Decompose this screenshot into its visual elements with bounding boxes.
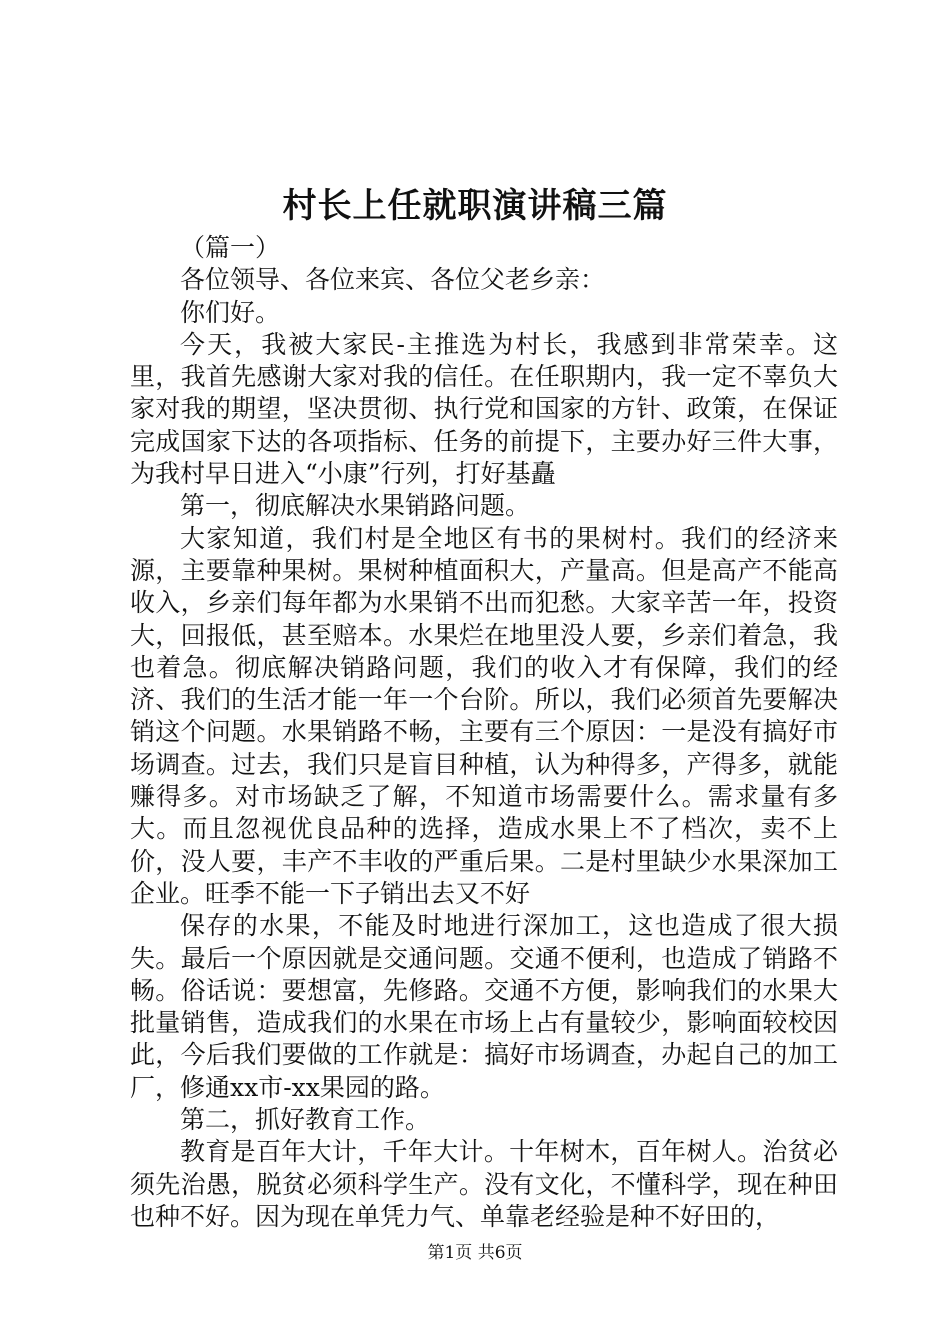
paragraph-part-label: （篇一）: [180, 233, 281, 262]
paragraph-fruit-sales: 大家知道，我们村是全地区有书的果树村。我们的经济来源，主要靠种果树。果树种植面积大，产量高。但是高产不能高收入，乡亲们每年都为水果销不出而犯愁。大家辛苦一年，投资大，回报低，甚至赔本。水果烂在地里没人要，乡亲们着急，我也着急。彻底解决销路问题，我们的收入才有保障，我们的经济、我们的生活才能一年一个台阶。所以，我们必须首先要解决销这个问题。水果销路不畅，主要有三个原因：一是没有搞好市场调查。过去，我们只是盲目种植，认为种得多，产得多，就能赚得多。对市场缺乏了解，不知道市场需要什么。需求量有多大。而且忽视优良品种的选择，造成水果上不了档次，卖不上价，没人要，丰产不丰收的严重后果。二是村里缺少水果深加工企业。旺季不能一下子销出去又不好: [130, 523, 838, 908]
paragraph-hello: 你们好。: [180, 297, 281, 327]
page-number: 第1页 共6页: [427, 1243, 523, 1263]
paragraph-fruit-sales-cont: 保存的水果，不能及时地进行深加工，这也造成了很大损失。最后一个原因就是交通问题。交通不便利，也造成了销路不畅。俗话说：要想富，先修路。交通不方便，影响我们的水果大批量销售，造成我们的水果在市场上占有量较少，影响面较校因此，今后我们要做的工作就是：搞好市场调查，办起自己的加工厂，修通xx市-xx果园的路。: [130, 911, 838, 1102]
paragraph-education: 教育是百年大计，千年大计。十年树木，百年树人。治贫必须先治愚，脱贫必须科学生产。没有文化，不懂科学，现在种田也种不好。因为现在单凭力气、单靠老经验是种不好田的，: [130, 1137, 838, 1231]
paragraph-intro: 今天，我被大家民-主推选为村长，我感到非常荣幸。这里，我首先感谢大家对我的信任。在任职期内，我一定不辜负大家对我的期望，坚决贯彻、执行党和国家的方针、政策，在保证完成国家下达的各项指标、任务的前提下，主要办好三件大事，为我村早日进入“小康”行列，打好基矗: [130, 329, 838, 489]
paragraph-greeting: 各位领导、各位来宾、各位父老乡亲：: [180, 265, 606, 295]
document-body: [130, 232, 838, 1233]
document-title: 村长上任就职演讲稿三篇: [282, 186, 668, 226]
paragraph-first-heading: 第一，彻底解决水果销路问题。: [180, 491, 531, 521]
paragraph-second-heading: 第二，抓好教育工作。: [180, 1105, 431, 1135]
